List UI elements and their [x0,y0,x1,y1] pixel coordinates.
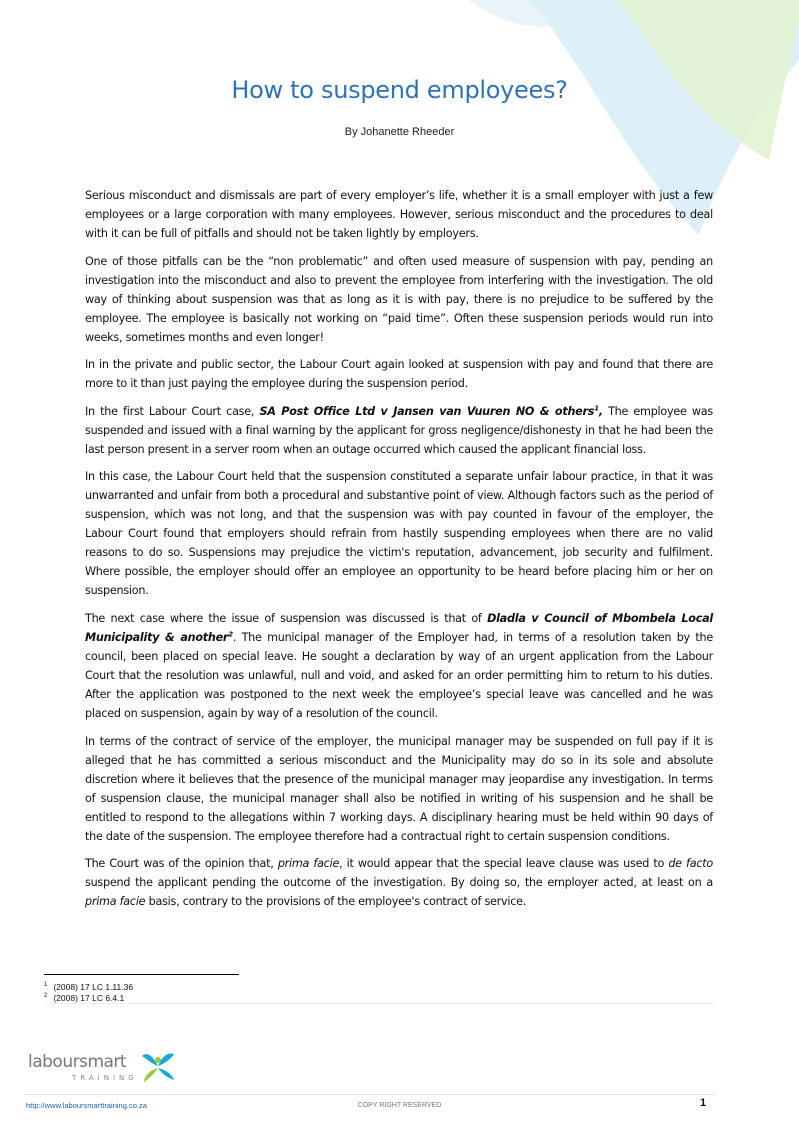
paragraph-text: , it would appear that the special leave clause was used to [339,857,669,871]
copyright-notice: COPY RIGHT RESERVED [357,1102,442,1109]
footnotes [44,982,133,1004]
divider [44,1003,716,1004]
logo-mark-icon [138,1050,178,1086]
footnote-ref[interactable]: 1 [594,404,599,413]
paragraph: In in the private and public sector, the Labour Court again looked at suspension with pay and found that there are more to it than just paying the employee during the suspension period. [85,358,713,391]
article-body [85,186,713,920]
logo-wordmark: laboursmart [28,1052,127,1072]
page-title: How to suspend employees? [231,76,568,104]
paragraph-text: The employee was suspended and issued with a final warning by the applicant for gross negligence/dishonesty in that he had been the last person present in a server room when an outage occurred which caused the applicant financial loss. [85,404,713,456]
website-link[interactable]: http://www.laboursmarttraining.co.za [26,1101,147,1110]
footnote-item [44,982,133,993]
author-byline: By Johanette Rheeder [344,126,455,138]
latin-term: prima facie [277,857,340,871]
paragraph [85,609,713,723]
footnote-ref[interactable]: 2 [228,630,233,639]
footnote-text: (2008) 17 LC 6.4.1 [53,993,125,1003]
paragraph-text: The next case where the issue of suspension was discussed is that of [85,611,488,625]
paragraph-text: suspend the applicant pending the outcome of the investigation. By doing so, the employer acted, at least on a [85,876,713,890]
paragraph: One of those pitfalls can be the “non problematic” and often used measure of suspension with pay, pending an investigation into the misconduct and also to prevent the employee from interfering with the investigation. The old way of thinking about suspension was that as long as it is with pay, there is no prejudice to be suffered by the employee. The employee is basically not working on “paid time”. Often these suspension periods would run into weeks, sometimes months and even longer! [85,254,713,344]
paragraph [85,854,713,911]
paragraph [85,402,713,459]
case-citation: Dladla v Council of Mbombela Local Municipality & another [85,611,713,644]
paragraph: In this case, the Labour Court held that the suspension constituted a separate unfair labour practice, in that it was unwarranted and unfair from both a procedural and substantive point of view. Although factors such as the period of suspension, which was not long, and that the suspension was with pay counted in favour of the employer, the Labour Court found that employers should refrain from hastily suspending employees when there are no valid reasons to do so. Suspensions may prejudice the victim's reputation, advancement, job security and fulfilment. Where possible, the employer should offer an employee an opportunity to be heard before placing him or her on suspension. [85,470,713,598]
paragraph: In terms of the contract of service of the employer, the municipal manager may be suspended on full pay if it is alleged that he has committed a serious misconduct and the Municipality may do so in its sole and absolute discretion where it believes that the presence of the municipal manager may jeopardise any investigation. In terms of suspension clause, the municipal manager shall also be notified in writing of his suspension and he shall be entitled to respond to the allegations within 7 working days. A disciplinary hearing must be held within 90 days of the date of the suspension. The employee therefore had a contractual right to certain suspension conditions. [85,734,713,843]
paragraph-text: . The municipal manager of the Employer had, in terms of a resolution taken by the council, been placed on special leave. He sought a declaration by way of an urgent application from the Labour Court that the resolution was unlawful, null and void, and asked for an order permitting him to return to his duties. After the application was postponed to the next week the employee’s special leave was cancelled and he was placed on suspension, again by way of a resolution of the council. [85,630,713,720]
paragraph: Serious misconduct and dismissals are part of every employer’s life, whether it is a small employer with just a few employees or a large corporation with many employees. However, serious misconduct and the procedures to deal with it can be full of pitfalls and should not be taken lightly by employers. [85,189,713,240]
latin-term: de facto [668,857,713,871]
paragraph-text: In the first Labour Court case, [85,404,260,418]
case-citation: SA Post Office Ltd v Jansen van Vuuren NO & others [259,404,595,418]
footnote-divider [44,974,239,975]
laboursmart-logo [28,1052,178,1092]
footnote-number: 2 [44,993,48,1000]
footer-divider [24,1094,716,1095]
page-number: 1 [700,1097,707,1109]
paragraph-text: basis, contrary to the provisions of the employee's contract of service. [145,895,527,909]
paragraph-text: The Court was of the opinion that, [85,857,278,871]
footnote-text: (2008) 17 LC 1.11.36 [53,982,134,992]
footnote-number: 1 [44,982,48,989]
logo-subtitle: TRAINING [72,1074,138,1082]
case-citation-comma: , [598,404,603,418]
latin-term: prima facie [85,895,146,909]
